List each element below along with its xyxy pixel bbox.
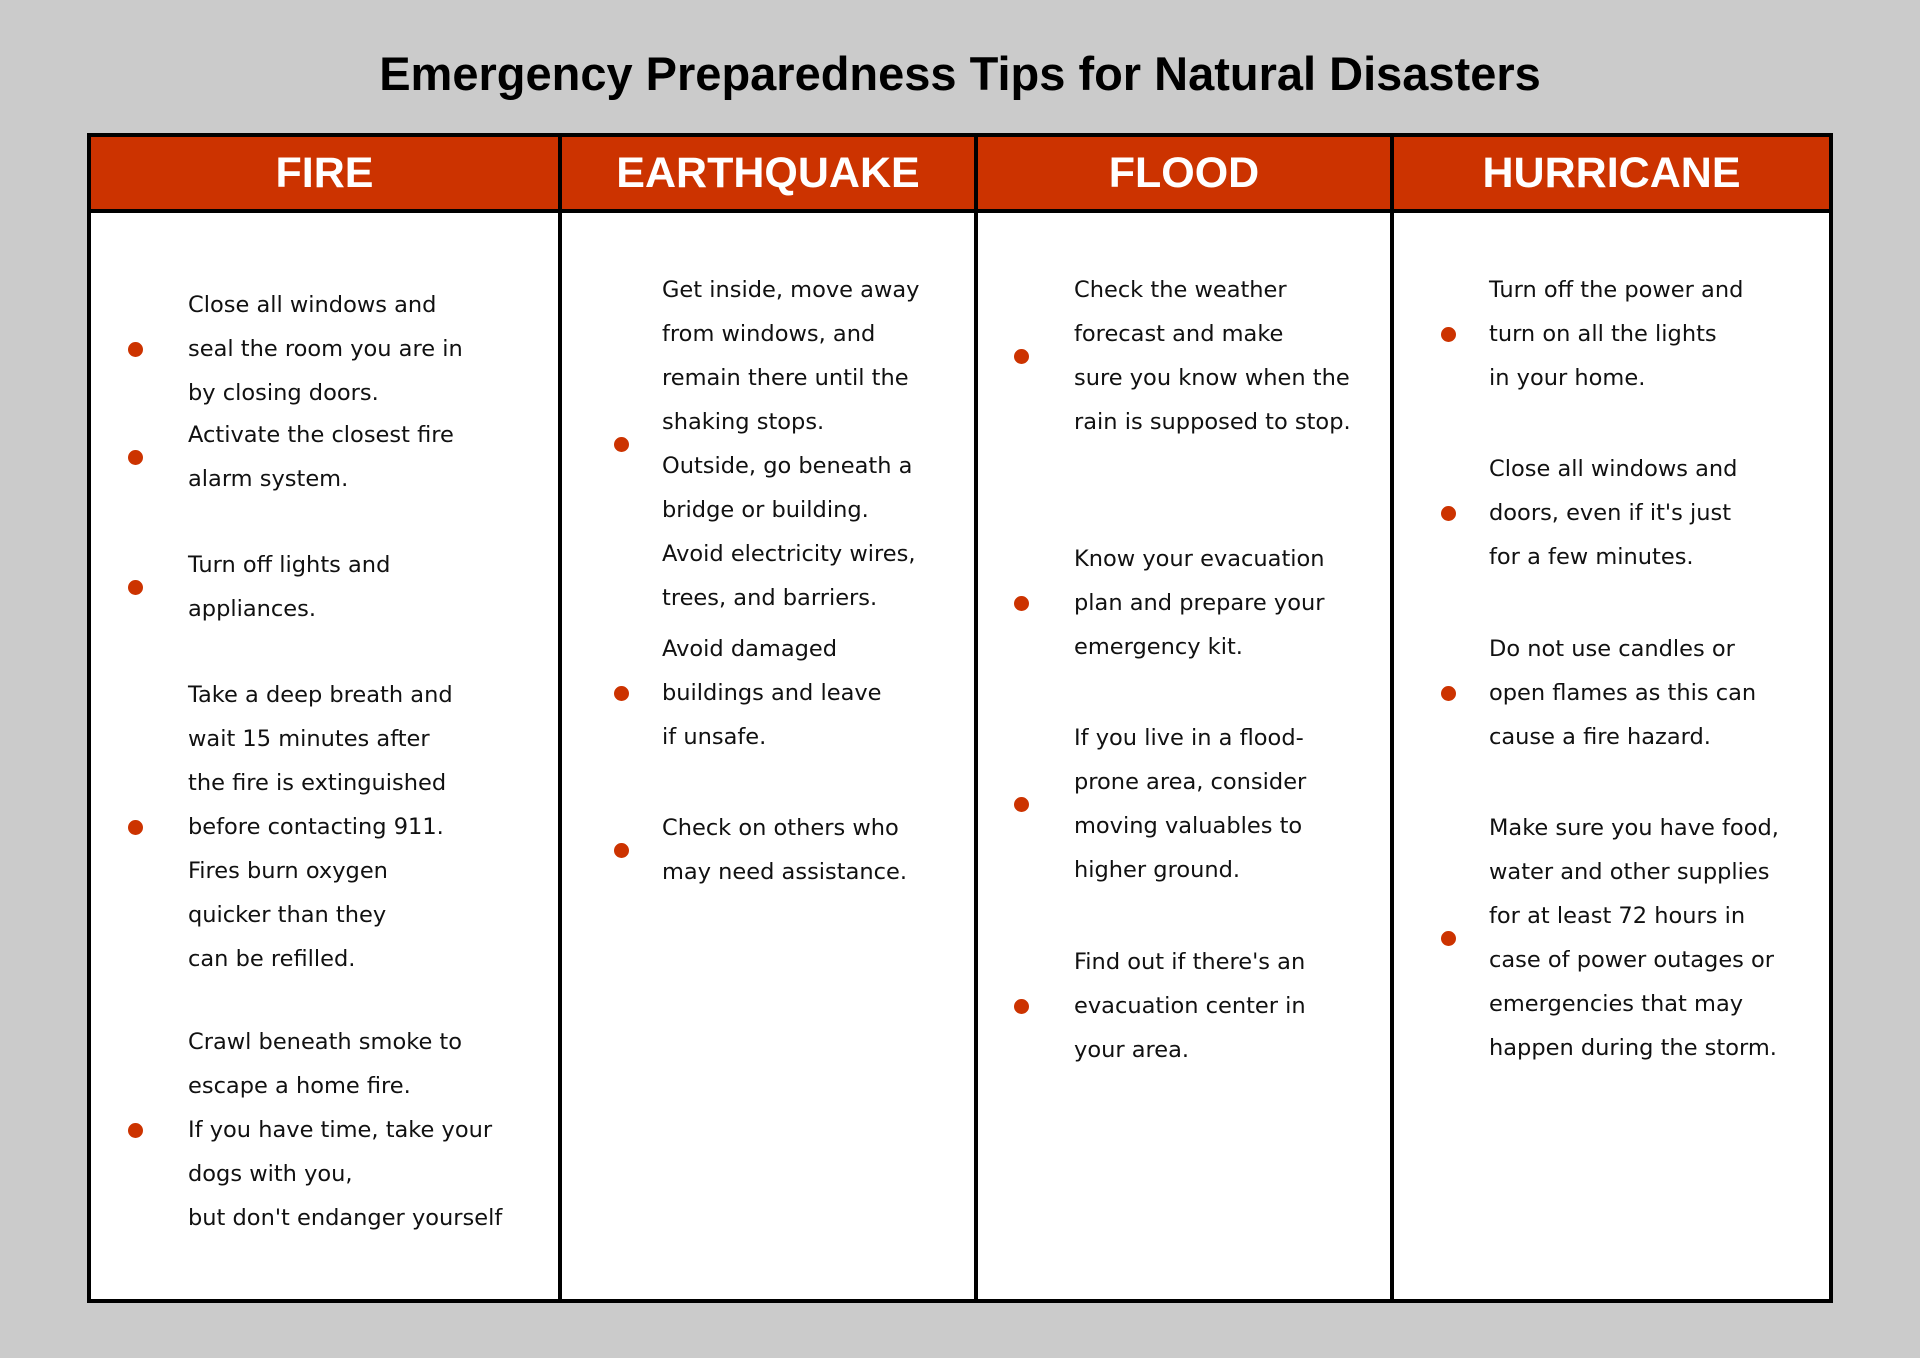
tip-text-line: plan and prepare your (1074, 590, 1325, 616)
column-heading: FIRE (91, 137, 558, 213)
tip-text-line: Find out if there's an (1074, 949, 1306, 975)
tip-text-line: evacuation center in (1074, 993, 1306, 1019)
tip-text-line: moving valuables to (1074, 813, 1303, 839)
tip-text-line: Close all windows and (188, 292, 437, 318)
tip-text-line: your area. (1074, 1037, 1190, 1063)
tip-text-line: If you have time, take your (188, 1117, 493, 1143)
tip-text-line: Activate the closest fire (188, 422, 454, 448)
tip-text-line: Crawl beneath smoke to (188, 1029, 463, 1055)
tip-text-line: Outside, go beneath a (662, 453, 913, 479)
column-hurricane (1390, 137, 1829, 1299)
bullet-dot-icon (614, 437, 629, 452)
tip-text-line: happen during the storm. (1489, 1035, 1777, 1061)
tip-text-line: seal the room you are in (188, 336, 463, 362)
disaster-tips-table (87, 133, 1833, 1303)
tip-text-line: emergencies that may (1489, 991, 1744, 1017)
bullet-dot-icon (128, 1123, 143, 1138)
tip-text-line: Check on others who (662, 815, 899, 841)
tip-item (1489, 627, 1756, 759)
tip-text-line: Turn off the power and (1489, 277, 1744, 303)
tip-item (1489, 806, 1779, 1070)
column-heading: EARTHQUAKE (562, 137, 974, 213)
tip-text-line: Know your evacuation (1074, 546, 1325, 572)
tip-item (1489, 268, 1743, 400)
column-heading: FLOOD (978, 137, 1390, 213)
bullet-dot-icon (1014, 349, 1029, 364)
bullet-dot-icon (1441, 327, 1456, 342)
tip-text-line: higher ground. (1074, 857, 1241, 883)
tip-item (1489, 447, 1737, 579)
tip-item (188, 413, 454, 501)
tip-item (1074, 268, 1351, 444)
tip-item (1074, 716, 1306, 892)
tip-item (188, 673, 453, 981)
tip-text-line: quicker than they (188, 902, 387, 928)
bullet-dot-icon (128, 580, 143, 595)
bullet-dot-icon (1014, 999, 1029, 1014)
tip-text-line: open flames as this can (1489, 680, 1757, 706)
tip-text-line: remain there until the (662, 365, 909, 391)
bullet-dot-icon (128, 450, 143, 465)
tip-text-line: Take a deep breath and (188, 682, 453, 708)
tip-item (662, 627, 882, 759)
tip-text-line: Avoid electricity wires, (662, 541, 916, 567)
tip-item (1074, 537, 1325, 669)
tip-text-line: by closing doors. (188, 380, 379, 406)
tip-text-line: sure you know when the (1074, 365, 1350, 391)
tip-text-line: rain is supposed to stop. (1074, 409, 1351, 435)
tip-text-line: Fires burn oxygen (188, 858, 388, 884)
tip-text-line: alarm system. (188, 466, 349, 492)
tip-text-line: Close all windows and (1489, 456, 1738, 482)
tip-item (662, 806, 907, 894)
bullet-dot-icon (614, 686, 629, 701)
tip-text-line: for a few minutes. (1489, 544, 1694, 570)
tip-text-line: forecast and make (1074, 321, 1284, 347)
bullet-dot-icon (1441, 506, 1456, 521)
column-heading: HURRICANE (1394, 137, 1829, 213)
bullet-dot-icon (128, 820, 143, 835)
bullet-dot-icon (1014, 596, 1029, 611)
tip-text-line: can be refilled. (188, 946, 356, 972)
tip-text-line: appliances. (188, 596, 316, 622)
tip-text-line: Get inside, move away (662, 277, 920, 303)
tip-text-line: trees, and barriers. (662, 585, 878, 611)
tip-text-line: cause a fire hazard. (1489, 724, 1711, 750)
tip-text-line: for at least 72 hours in (1489, 903, 1746, 929)
tip-text-line: dogs with you, (188, 1161, 353, 1187)
column-fire (91, 137, 558, 1299)
tip-text-line: Make sure you have food, (1489, 815, 1779, 841)
tip-text-line: but don't endanger yourself (188, 1205, 503, 1231)
bullet-dot-icon (614, 843, 629, 858)
bullet-dot-icon (128, 342, 143, 357)
tip-text-line: if unsafe. (662, 724, 767, 750)
tip-text-line: the fire is extinguished (188, 770, 447, 796)
bullet-dot-icon (1441, 931, 1456, 946)
tip-text-line: emergency kit. (1074, 634, 1243, 660)
tip-text-line: buildings and leave (662, 680, 882, 706)
tip-text-line: may need assistance. (662, 859, 907, 885)
tip-text-line: wait 15 minutes after (188, 726, 430, 752)
tip-item (662, 268, 919, 620)
tip-text-line: from windows, and (662, 321, 876, 347)
tip-text-line: shaking stops. (662, 409, 825, 435)
tip-text-line: in your home. (1489, 365, 1646, 391)
tip-item (188, 1020, 502, 1240)
page-title: Emergency Preparedness Tips for Natural Disasters (379, 47, 1541, 100)
tip-text-line: bridge or building. (662, 497, 869, 523)
tip-text-line: Check the weather (1074, 277, 1287, 303)
column-earthquake (558, 137, 974, 1299)
tip-text-line: escape a home fire. (188, 1073, 411, 1099)
tip-item (188, 283, 463, 415)
tip-text-line: doors, even if it's just (1489, 500, 1732, 526)
column-flood (974, 137, 1390, 1299)
tip-item (188, 543, 390, 631)
tip-text-line: prone area, consider (1074, 769, 1307, 795)
tip-text-line: Avoid damaged (662, 636, 838, 662)
tip-item (1074, 940, 1306, 1072)
bullet-dot-icon (1441, 686, 1456, 701)
tip-text-line: turn on all the lights (1489, 321, 1717, 347)
tip-text-line: Turn off lights and (188, 552, 391, 578)
tip-text-line: before contacting 911. (188, 814, 444, 840)
tip-text-line: If you live in a flood- (1074, 725, 1304, 751)
tip-text-line: water and other supplies (1489, 859, 1770, 885)
tip-text-line: case of power outages or (1489, 947, 1775, 973)
bullet-dot-icon (1014, 797, 1029, 812)
tip-text-line: Do not use candles or (1489, 636, 1735, 662)
